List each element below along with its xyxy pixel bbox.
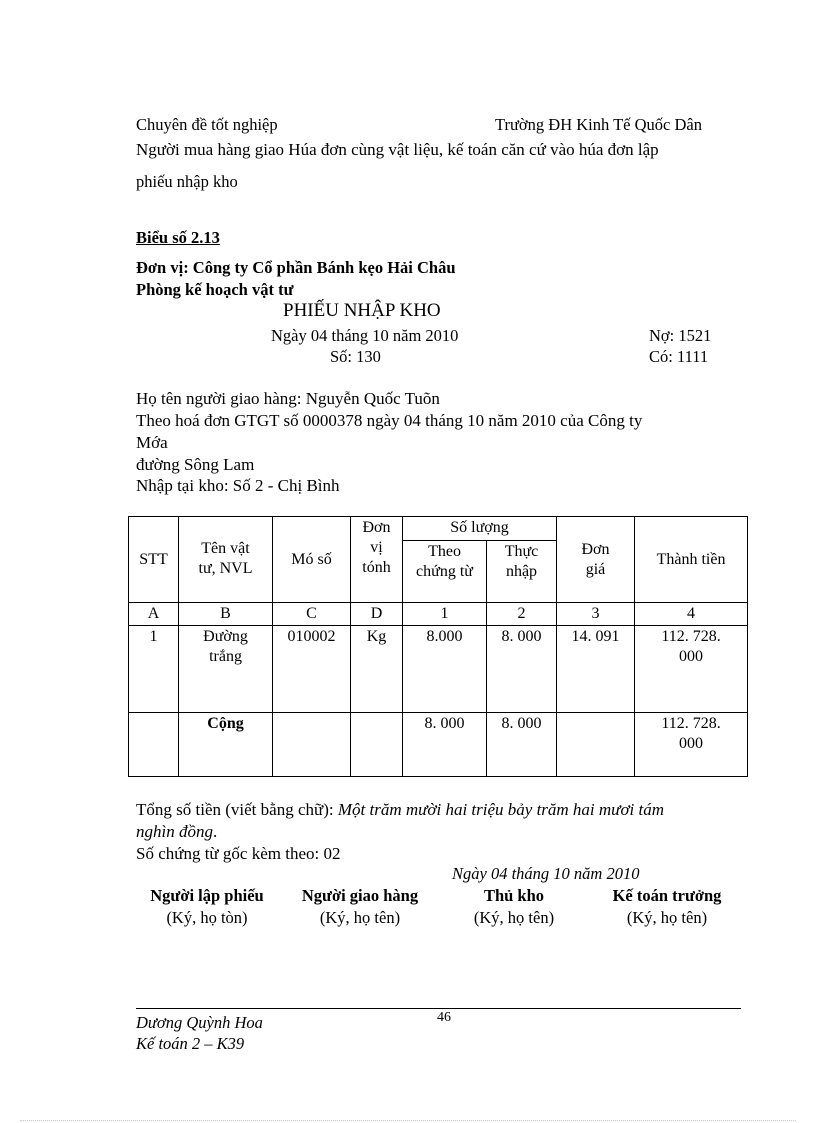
header-qty-actual: [487, 541, 557, 603]
header-name-text: Tên vật tư, NVL: [198, 540, 253, 577]
row-amount-text: 112. 728. 000: [661, 628, 721, 665]
letter-cell: 2: [487, 603, 557, 626]
signature-title-deliverer: Người giao hàng: [301, 886, 419, 905]
footer-class: Kế toán 2 – K39: [136, 1034, 245, 1053]
row-name: [179, 626, 273, 713]
header-stt: STT: [129, 517, 179, 603]
row-name-text: Đường trắng: [203, 628, 248, 665]
form-label: Biểu số 2.13: [136, 228, 220, 247]
row-stt: 1: [129, 626, 179, 713]
total-amount-text: 112. 728. 000: [661, 715, 721, 752]
deliverer: Họ tên người giao hàng: Nguyễn Quốc Tuõn: [136, 389, 440, 408]
total-qty-actual: 8. 000: [487, 713, 557, 777]
page-edge: [20, 1120, 796, 1121]
page-number: 46: [437, 1010, 451, 1025]
credit-account: Có: 1111: [649, 347, 709, 366]
header-amount: Thành tiền: [635, 517, 748, 603]
total-stt: [129, 713, 179, 777]
amount-words-text1: Một trăm mười hai triệu bảy trăm hai mươi tám: [337, 800, 664, 819]
header-price: [557, 517, 635, 603]
signature-note-deliverer: (Ký, họ tên): [319, 908, 401, 927]
attached-docs: Số chứng từ gốc kèm theo: 02: [136, 844, 341, 863]
total-code: [273, 713, 351, 777]
goods-table: [128, 516, 748, 777]
invoice-line3: đường Sông Lam: [136, 455, 255, 474]
intro-line1: Người mua hàng giao Húa đơn cùng vật liệu, kế toán căn cứ vào húa đơn lập: [136, 140, 659, 159]
letter-cell: 3: [557, 603, 635, 626]
letter-cell: 1: [403, 603, 487, 626]
row-qty-actual: 8. 000: [487, 626, 557, 713]
total-price: [557, 713, 635, 777]
total-unit: [351, 713, 403, 777]
header-unit: [351, 517, 403, 603]
debit-account: Nợ: 1521: [649, 326, 712, 345]
amount-words-text2: nghìn đồng: [136, 822, 213, 841]
sign-date: Ngày 04 tháng 10 năm 2010: [452, 864, 640, 883]
signature-note-preparer: (Ký, họ tòn): [166, 908, 248, 927]
table-header-row: [129, 517, 748, 541]
voucher-date: Ngày 04 tháng 10 năm 2010: [271, 326, 459, 345]
row-code: 010002: [273, 626, 351, 713]
header-unit-line2: vị: [370, 539, 383, 556]
amount-words-label: Tổng số tiền (viết bằng chữ):: [136, 800, 338, 819]
letter-cell: 4: [635, 603, 748, 626]
signature-title-preparer: Người lập phiếu: [150, 886, 264, 905]
letter-cell: A: [129, 603, 179, 626]
header-quantity: Số lượng: [403, 517, 557, 541]
amount-words-line1: [136, 800, 664, 820]
table-row: [129, 626, 748, 713]
row-qty-doc: 8.000: [403, 626, 487, 713]
footer-rule: [136, 1008, 741, 1009]
signature-title-chief-accountant: Kế toán trưởng: [612, 886, 722, 905]
header-unit-line3: tónh: [362, 559, 391, 576]
letter-cell: B: [179, 603, 273, 626]
total-amount: [635, 713, 748, 777]
table-total-row: [129, 713, 748, 777]
department: Phòng kế hoạch vật tư: [136, 280, 294, 299]
signature-note-storekeeper: (Ký, họ tên): [473, 908, 555, 927]
invoice-line2: Mớa: [136, 433, 168, 452]
total-label: Cộng: [179, 713, 273, 777]
header-left: Chuyên đề tốt nghiệp: [136, 115, 278, 134]
letter-cell: C: [273, 603, 351, 626]
header-unit-line1: Đơn: [362, 519, 391, 536]
intro-line2: phiếu nhập kho: [136, 172, 238, 191]
header-qty-actual-text: Thực nhập: [504, 543, 539, 580]
footer-author: Dương Quỳnh Hoa: [136, 1013, 263, 1032]
header-qty-doc-text: Theo chứng từ: [416, 543, 473, 580]
warehouse: Nhập tại kho: Số 2 - Chị Bình: [136, 476, 340, 495]
header-price-text: Đơn giá: [581, 540, 610, 578]
row-price: 14. 091: [557, 626, 635, 713]
table-letter-row: [129, 603, 748, 626]
header-code: Mó số: [273, 517, 351, 603]
page-title: PHIẾU NHẬP KHO: [283, 300, 441, 321]
invoice-line1: Theo hoá đơn GTGT số 0000378 ngày 04 tháng 10 năm 2010 của Công ty: [136, 411, 643, 430]
row-unit: Kg: [351, 626, 403, 713]
header-qty-doc: [403, 541, 487, 603]
unit-name: Đơn vị: Công ty Cổ phần Bánh kẹo Hải Châu: [136, 258, 456, 277]
total-qty-doc: 8. 000: [403, 713, 487, 777]
amount-words-dot: .: [212, 822, 218, 841]
voucher-number: Số: 130: [330, 347, 381, 366]
row-amount: [635, 626, 748, 713]
signature-title-storekeeper: Thủ kho: [483, 886, 545, 905]
header-right: Trường ĐH Kinh Tế Quốc Dân: [495, 115, 702, 134]
letter-cell: D: [351, 603, 403, 626]
header-name: [179, 517, 273, 603]
amount-words-line2: [136, 822, 217, 842]
signature-note-chief-accountant: (Ký, họ tên): [626, 908, 708, 927]
